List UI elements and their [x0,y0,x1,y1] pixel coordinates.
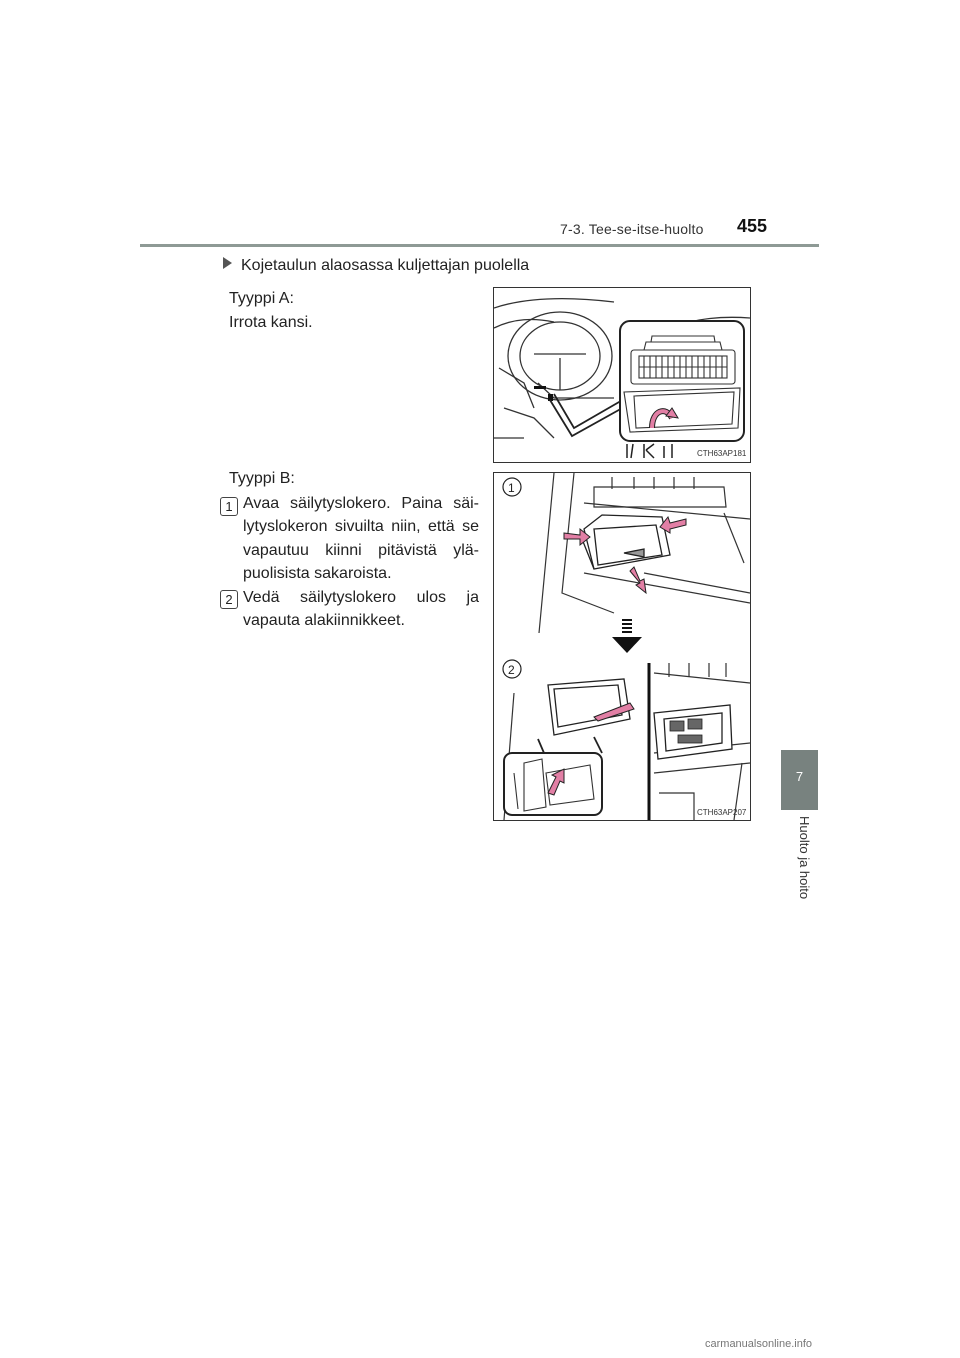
header-rule [140,244,819,247]
figure-a-code: CTH63AP181 [697,449,747,458]
triangle-bullet-icon [223,257,232,269]
step-2-text: Vedä säilytyslokero ulos ja vapauta alakiinnikkeet. [243,589,479,630]
chapter-tab-number: 7 [795,769,804,784]
type-a-instruction: Irrota kansi. [229,314,313,331]
step-1-text: Avaa säilytyslokero. Paina säi-lytyslokeron sivuilta niin, että se vapautuu kiinni pitävistä ylä-puolisista sakaroista. [243,495,479,582]
figure-type-b [493,472,751,821]
type-a-label: Tyyppi A: [229,290,294,307]
chapter-title-vertical: Huolto ja hoito [797,816,812,900]
glovebox-removal-illustration [494,473,750,820]
header-section-title: 7-3. Tee-se-itse-huolto [560,221,704,237]
down-arrow-icon [612,637,642,653]
bullet-heading [223,257,529,275]
cover-removal-illustration [494,288,750,462]
figure-step-2-number: 2 [508,663,515,677]
step-2-number: 2 [220,590,238,609]
pull-arrow-down-icon [630,567,646,593]
type-b-label: Tyyppi B: [229,470,295,487]
step-1-number: 1 [220,497,238,516]
figure-type-a [493,287,751,463]
callout-frame [620,321,744,441]
page-number: 455 [737,216,768,236]
figure-b-code: CTH63AP207 [697,808,747,817]
watermark: carmanualsonline.info [705,1338,813,1350]
bullet-heading-text: Kojetaulun alaosassa kuljettajan puolella [241,257,530,274]
figure-step-1-number: 1 [508,481,515,495]
